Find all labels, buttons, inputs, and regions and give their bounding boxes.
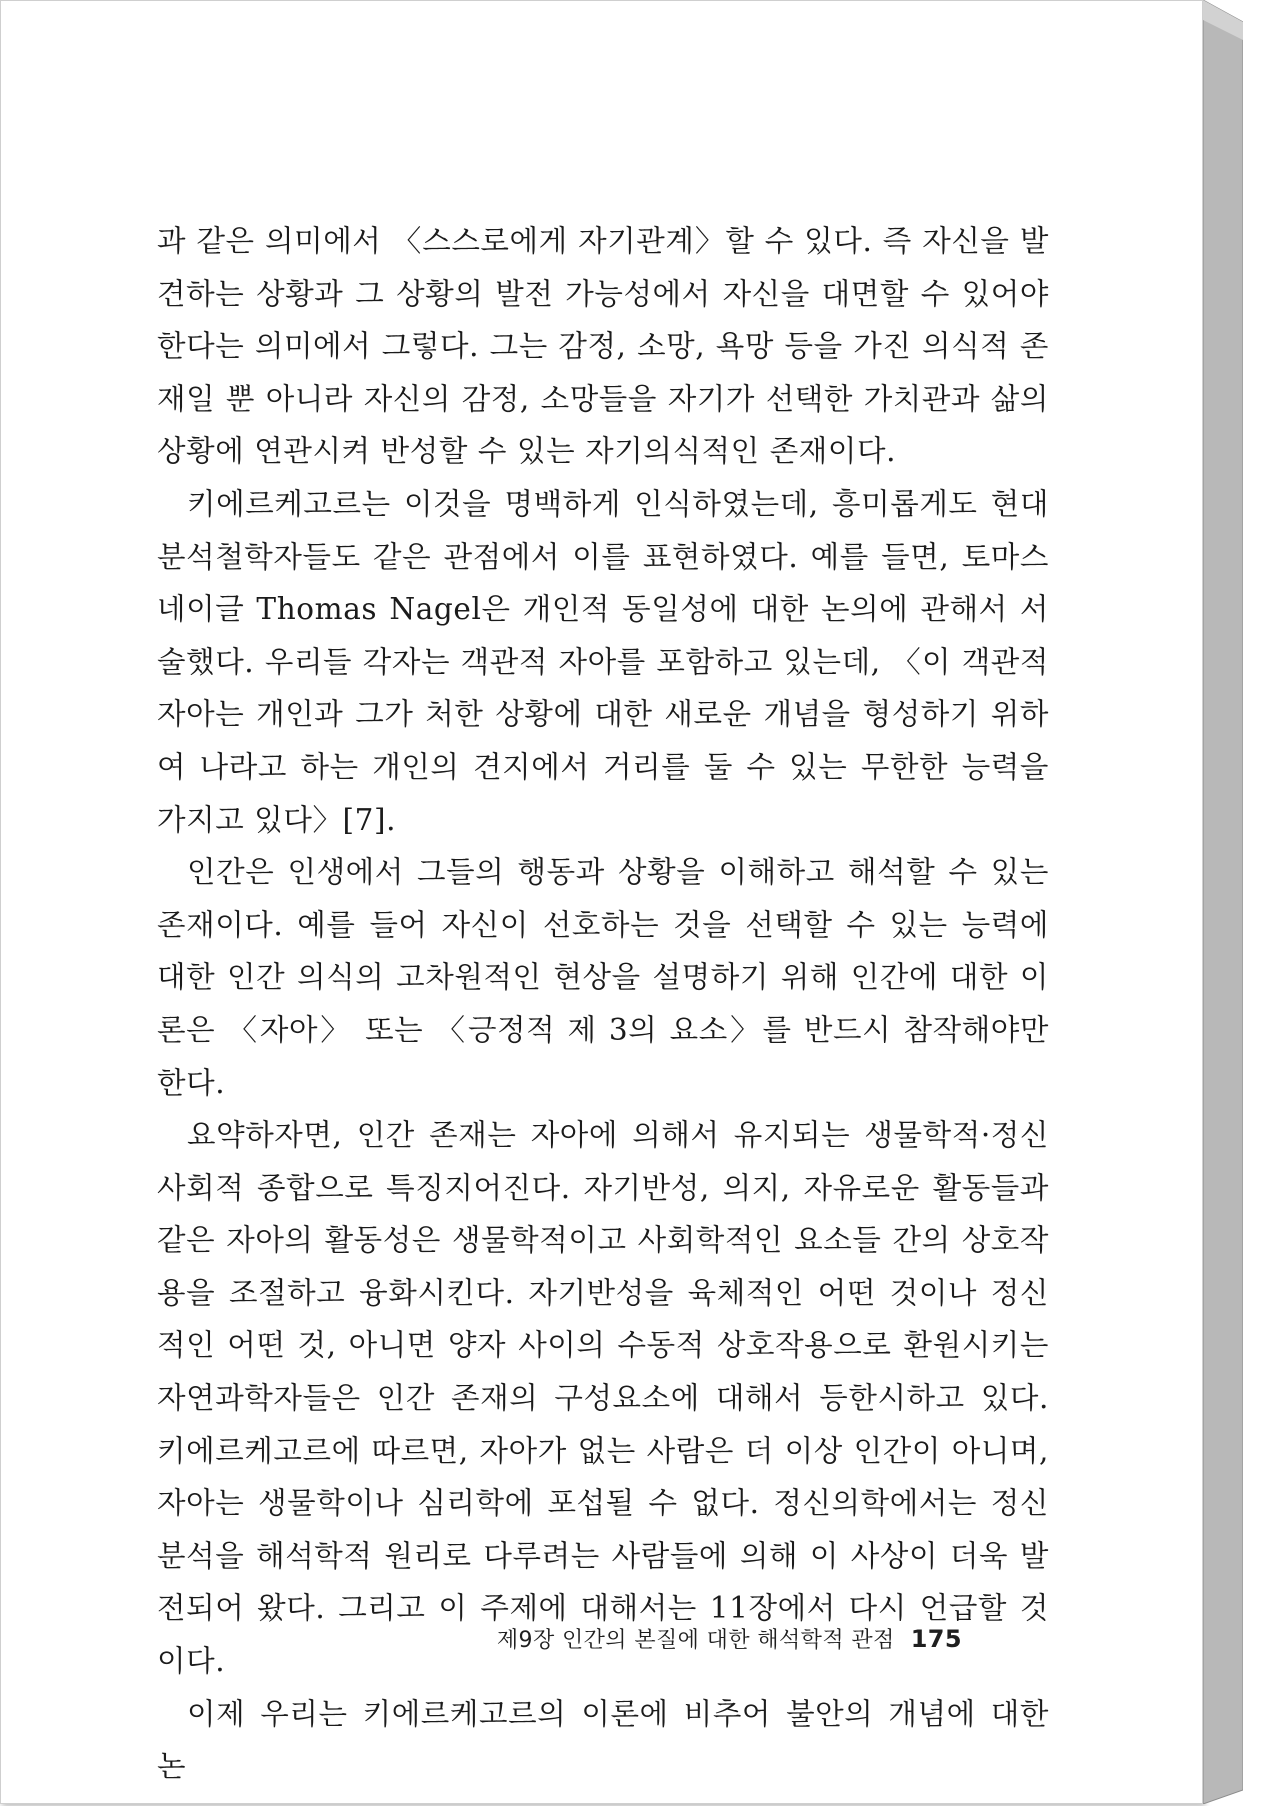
paragraph-1: 과 같은 의미에서 〈스스로에게 자기관계〉할 수 있다. 즉 자신을 발견하는 상황과 그 상황의 발전 가능성에서 자신을 대면할 수 있어야 한다는 의미에서 그렇다. 그는 감정, 소망, 욕망 등을 가진 의식적 존재일 뿐 아니라 자신의 감정, 소망들을 자기가 선택한 가치관과 삶의 상황에 연관시켜 반성할 수 있는 자기의식적인 존재이다. — [157, 224, 1049, 469]
page-number: 175 — [910, 1625, 962, 1653]
paragraph-5: 이제 우리는 키에르케고르의 이론에 비추어 불안의 개념에 대한 논 — [157, 1696, 1049, 1784]
paragraph-4: 요약하자면, 인간 존재는 자아에 의해서 유지되는 생물학적·정신사회적 종합으로 특징지어진다. 자기반성, 의지, 자유로운 활동들과 같은 자아의 활동성은 생물학적이고 사회학적인 요소들 간의 상호작용을 조절하고 융화시킨다. 자기반성을 육체적인 어떤 것이나 정신적인 어떤 것, 아니면 양자 사이의 수동적 상호작용으로 환원시키는 자연과학자들은 인간 존재의 구성요소에 대해서 등한시하고 있다. 키에르케고르에 따르면, 자아가 없는 사람은 더 이상 인간이 아니며, 자아는 생물학이나 심리학에 포섭될 수 없다. 정신의학에서는 정신분석을 해석학적 원리로 다루려는 사람들에 의해 이 사상이 더욱 발전되어 왔다. 그리고 이 주제에 대해서는 11장에서 다시 언급할 것이다. — [157, 1118, 1049, 1679]
chapter-title: 제9장 인간의 본질에 대한 해석학적 관점 — [496, 1628, 895, 1653]
body-text — [157, 215, 1049, 1793]
running-footer — [497, 1623, 962, 1654]
page-edge-3d — [1203, 0, 1243, 1804]
paragraph-3: 인간은 인생에서 그들의 행동과 상황을 이해하고 해석할 수 있는 존재이다. 예를 들어 자신이 선호하는 것을 선택할 수 있는 능력에 대한 인간 의식의 고차원적인 현상을 설명하기 위해 인간에 대한 이론은 〈자아〉 또는 〈긍정적 제 3의 요소〉를 반드시 참작해야만 한다. — [157, 855, 1049, 1100]
paragraph-2: 키에르케고르는 이것을 명백하게 인식하였는데, 흥미롭게도 현대 분석철학자들도 같은 관점에서 이를 표현하였다. 예를 들면, 토마스 네이글 Thomas Nagel은 개인적 동일성에 대한 논의에 관해서 서술했다. 우리들 각자는 객관적 자아를 포함하고 있는데, 〈이 객관적 자아는 개인과 그가 처한 상황에 대한 새로운 개념을 형성하기 위하여 나라고 하는 개인의 견지에서 거리를 둘 수 있는 무한한 능력을 가지고 있다〉[7]. — [157, 486, 1049, 837]
